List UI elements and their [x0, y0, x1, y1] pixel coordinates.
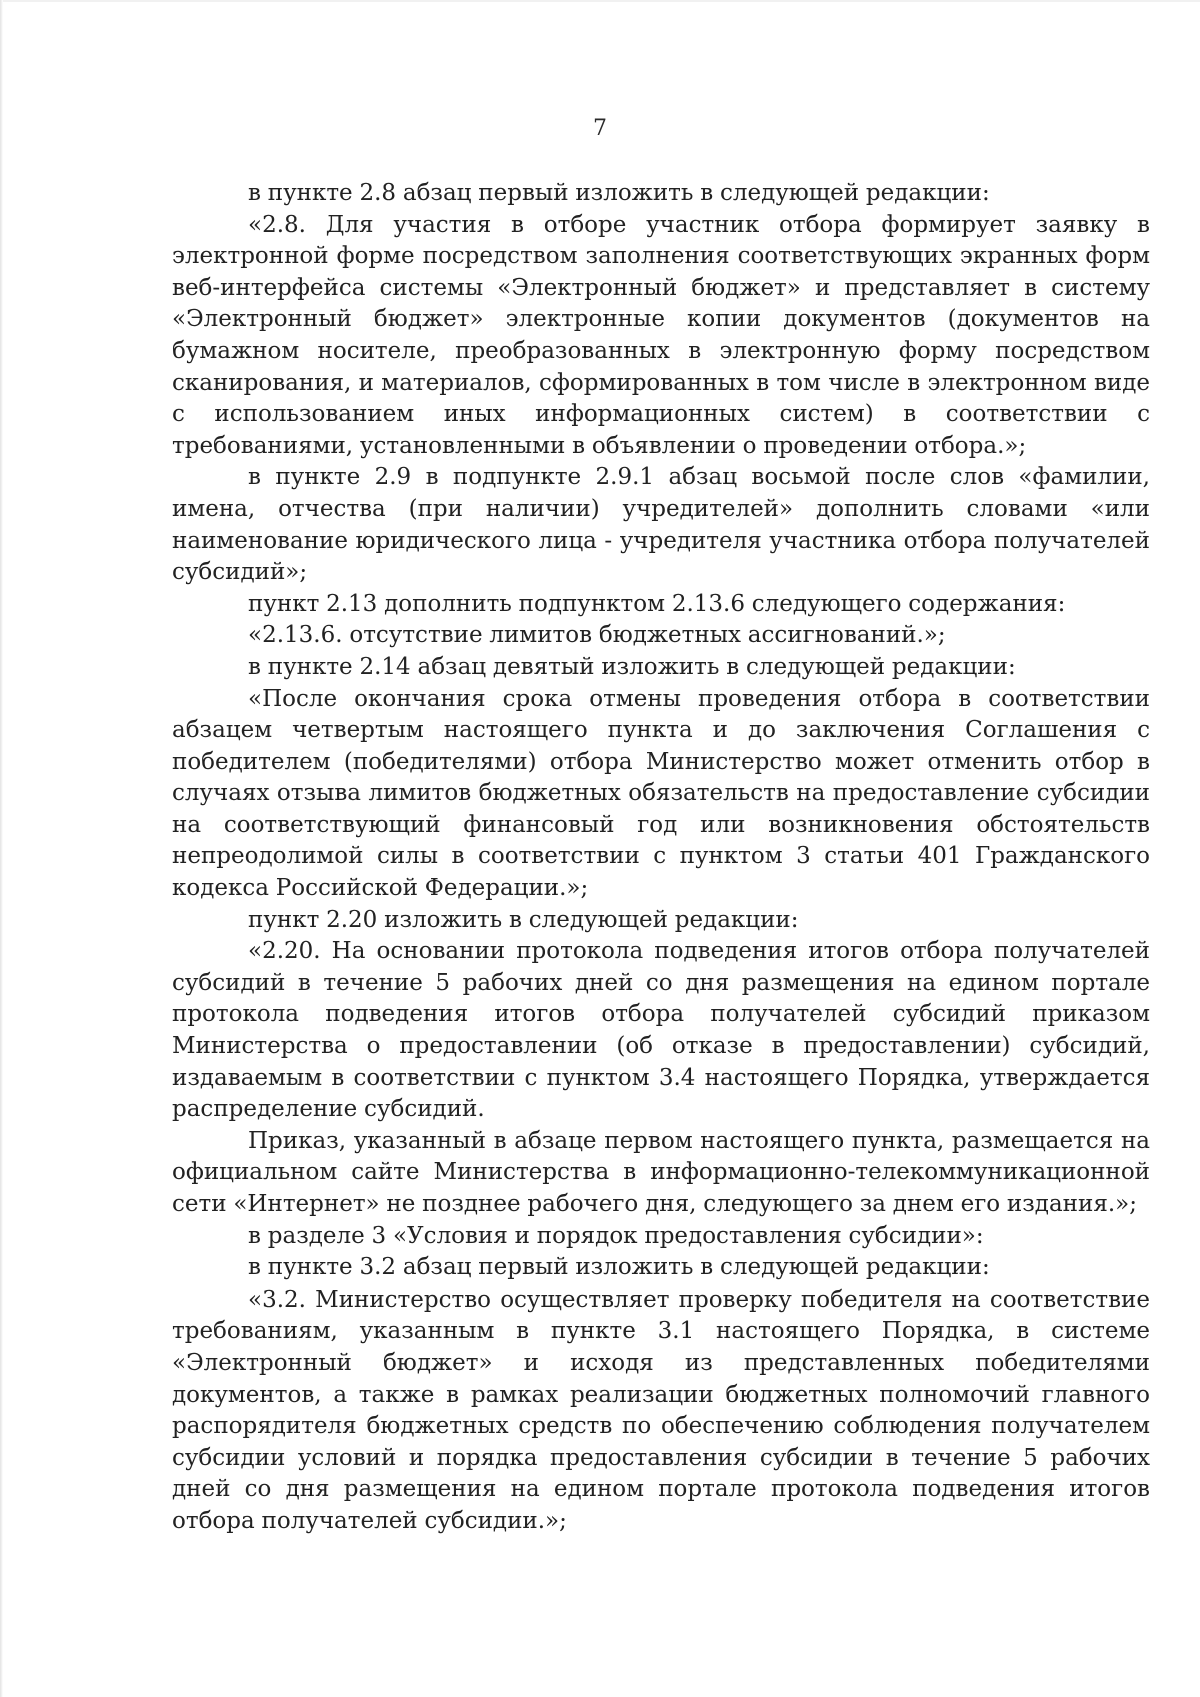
paragraph-amend-2-14: в пункте 2.14 абзац девятый изложить в следующей редакции:: [248, 653, 1016, 680]
paragraph-2-14-text: «После окончания срока отмены проведения отбора в соответствии абзацем четвертым настоящего пункта и до заключения Соглашения с победителем (победителями) отбора Министерство может отменить отбор в случаях отзыва лимитов бюджетных обязательств на предоставление субсидии на соответствующий финансовый год или возникновения обстоятельств непреодолимой силы в соответствии с пунктом 3 статьи 401 Гражданского кодекса Российской Федерации.»;: [172, 685, 1150, 902]
paragraph-amend-2-20: пункт 2.20 изложить в следующей редакции:: [248, 906, 799, 933]
scan-left-edge: [0, 0, 3, 1697]
page-number: 7: [593, 116, 607, 141]
scan-top-edge: [0, 0, 1200, 2]
paragraph-section-3: в разделе 3 «Условия и порядок предоставления субсидии»:: [248, 1222, 984, 1249]
paragraph-2-13-6-text: «2.13.6. отсутствие лимитов бюджетных ассигнований.»;: [248, 622, 946, 649]
paragraph-2-8-text: «2.8. Для участия в отборе участник отбора формирует заявку в электронной форме посредством заполнения соответствующих экранных форм веб-интерфейса системы «Электронный бюджет» и представляет в систему «Электронный бюджет» электронные копии документов (документов на бумажном носителе, преобразованных в электронную форму посредством сканирования, и материалов, сформированных в том числе в электронном виде с использованием иных информационных систем) в соответствии с требованиями, установленными в объявлении о проведении отбора.»;: [172, 211, 1150, 459]
paragraph-amend-3-2: в пункте 3.2 абзац первый изложить в следующей редакции:: [248, 1254, 990, 1281]
paragraph-amend-2-13: пункт 2.13 дополнить подпунктом 2.13.6 следующего содержания:: [248, 590, 1066, 617]
paragraph-amend-2-9: в пункте 2.9 в подпункте 2.9.1 абзац восьмой после слов «фамилии, имена, отчества (при наличии) учредителей» дополнить словами «или наименование юридического лица - учредителя участника отбора получателей субсидий»;: [172, 464, 1150, 586]
document-body: [172, 178, 1150, 1538]
paragraph-2-20-text: «2.20. На основании протокола подведения итогов отбора получателей субсидий в течение 5 рабочих дней со дня размещения на едином портале протокола подведения итогов отбора получателей субсидий приказом Министерства о предоставлении (об отказе в предоставлении) субсидий, издаваемым в соответствии с пунктом 3.4 настоящего Порядка, утверждается распределение субсидий.: [172, 938, 1150, 1123]
paragraph-3-2-text: «3.2. Министерство осуществляет проверку победителя на соответствие требованиям, указанным в пункте 3.1 настоящего Порядка, в системе «Электронный бюджет» и исходя из представленных победителями документов, а также в рамках реализации бюджетных полномочий главного распорядителя бюджетных средств по обеспечению соблюдения получателем субсидии условий и порядка предоставления субсидии в течение 5 рабочих дней со дня размещения на едином портале протокола подведения итогов отбора получателей субсидии.»;: [172, 1286, 1150, 1534]
paragraph-amend-2-8: в пункте 2.8 абзац первый изложить в следующей редакции:: [248, 180, 990, 206]
paragraph-2-20-order: Приказ, указанный в абзаце первом настоящего пункта, размещается на официальном сайте Министерства в информационно-телекоммуникационной сети «Интернет» не позднее рабочего дня, следующего за днем его издания.»;: [172, 1127, 1150, 1217]
